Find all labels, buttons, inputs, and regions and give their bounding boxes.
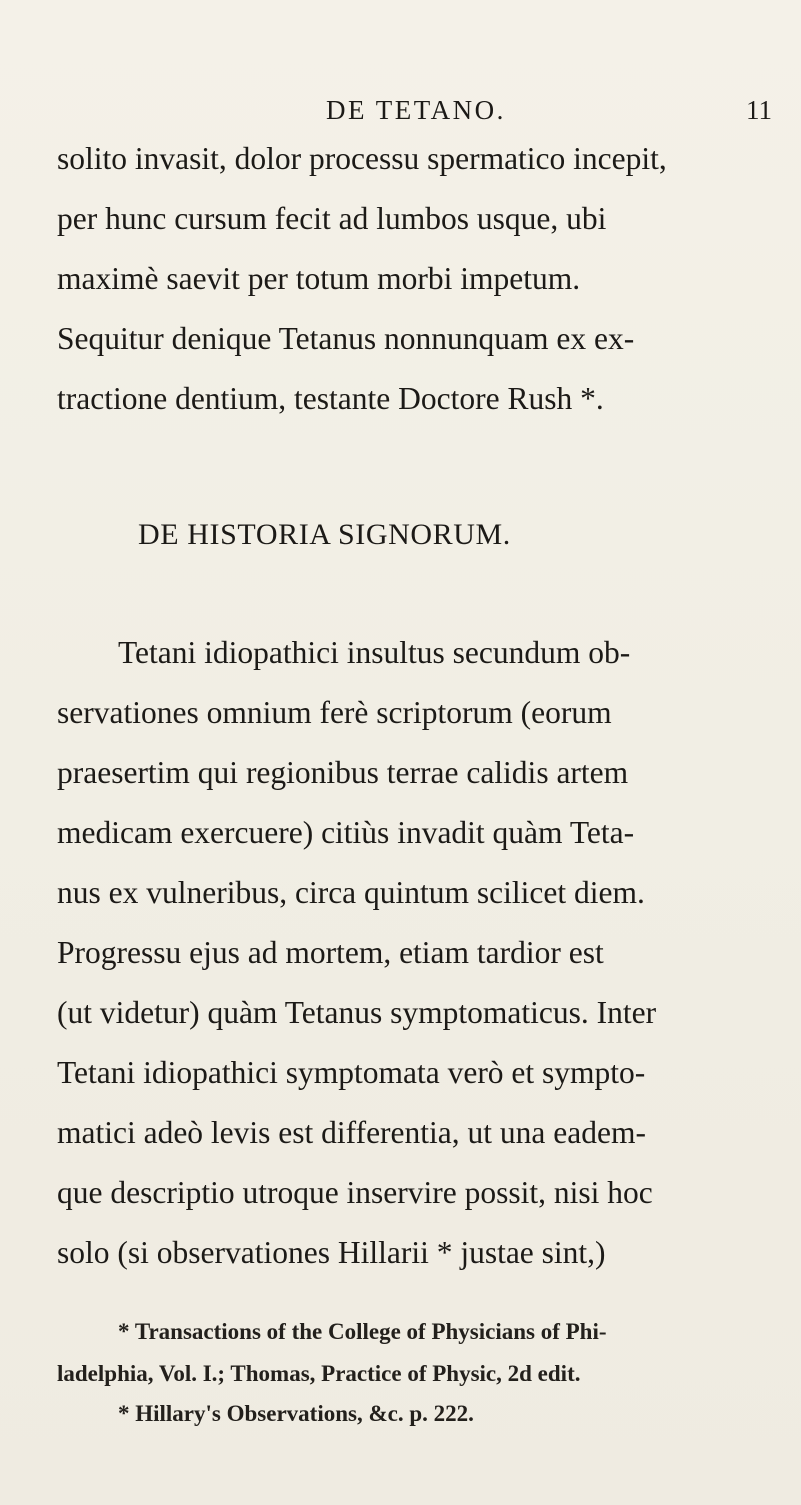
text-line: servationes omnium ferè scriptorum (eorum xyxy=(57,695,612,730)
text-line: Sequitur denique Tetanus nonnunquam ex ex- xyxy=(57,321,635,356)
text-line: que descriptio utroque inservire possit, nisi hoc xyxy=(57,1175,653,1210)
text-line: Tetani idiopathici symptomata verò et sympto- xyxy=(57,1055,646,1090)
section-heading: DE HISTORIA SIGNORUM. xyxy=(138,518,511,551)
text-line: Progressu ejus ad mortem, etiam tardior est xyxy=(57,935,604,970)
footnote-line: * Transactions of the College of Physicians of Phi- xyxy=(118,1319,607,1344)
running-head xyxy=(0,95,801,135)
footnote-line: ladelphia, Vol. I.; Thomas, Practice of Physic, 2d edit. xyxy=(57,1361,581,1386)
text-line: Tetani idiopathici insultus secundum ob- xyxy=(118,635,631,670)
text-line: medicam exercuere) citiùs invadit quàm Teta- xyxy=(57,815,635,850)
footnote-line: * Hillary's Observations, &c. p. 222. xyxy=(118,1401,474,1426)
text-line: matici adeò levis est differentia, ut una eadem- xyxy=(57,1115,646,1150)
text-line: per hunc cursum fecit ad lumbos usque, ubi xyxy=(57,201,607,236)
running-title: DE TETANO. xyxy=(326,95,506,125)
text-line: solo (si observationes Hillarii * justae sint,) xyxy=(57,1235,606,1270)
page-number: 11 xyxy=(746,95,772,125)
text-line: tractione dentium, testante Doctore Rush *. xyxy=(57,381,604,416)
text-line: praesertim qui regionibus terrae calidis artem xyxy=(57,755,629,790)
text-line: nus ex vulneribus, circa quintum scilicet diem. xyxy=(57,875,645,910)
text-line: maximè saevit per totum morbi impetum. xyxy=(57,261,581,296)
text-line: (ut videtur) quàm Tetanus symptomaticus. Inter xyxy=(57,995,657,1030)
text-line: solito invasit, dolor processu spermatico incepit, xyxy=(57,141,667,176)
